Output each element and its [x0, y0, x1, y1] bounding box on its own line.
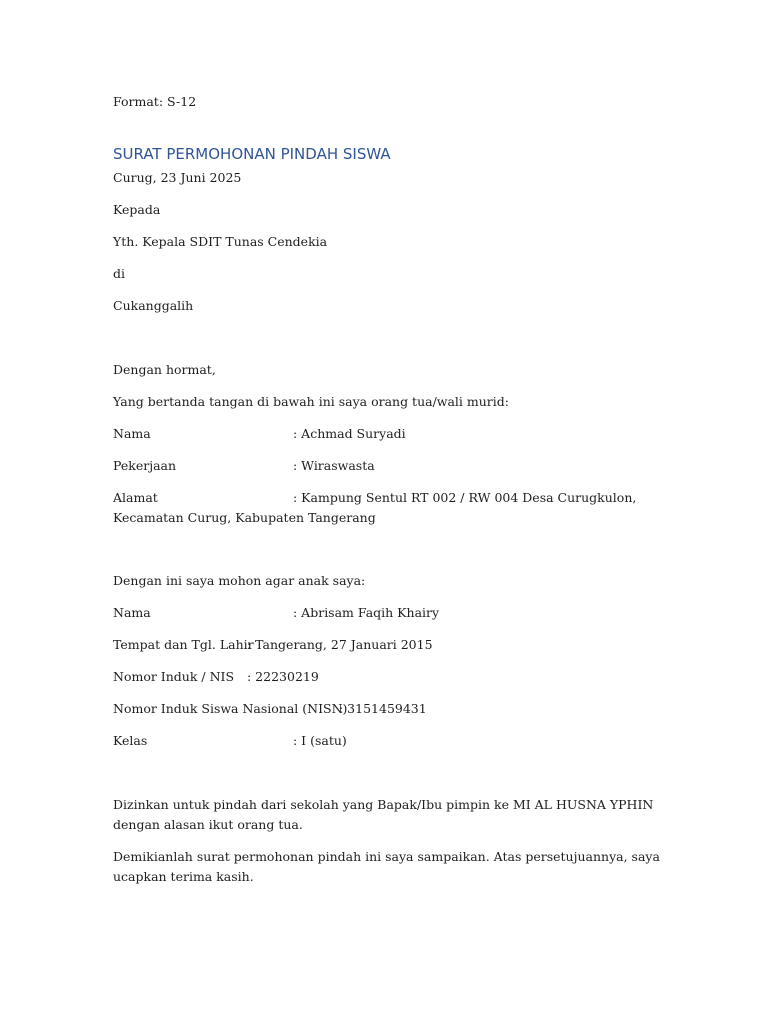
- greeting: Dengan hormat,: [113, 362, 216, 377]
- recipient-di: di: [113, 266, 125, 281]
- child-ttl-value: : Tangerang, 27 Januari 2015: [247, 637, 433, 652]
- parent-alamat-cont: Kecamatan Curug, Kabupaten Tangerang: [113, 510, 376, 525]
- parent-pekerjaan-value: : Wiraswasta: [293, 458, 375, 473]
- child-ttl-label: Tempat dan Tgl. Lahir: [113, 637, 254, 652]
- child-nisn-label: Nomor Induk Siswa Nasional (NISN): [113, 701, 348, 716]
- place-date: Curug, 23 Juni 2025: [113, 170, 242, 185]
- child-nama-value: : Abrisam Faqih Khairy: [293, 605, 440, 620]
- child-nis-value: : 22230219: [247, 669, 319, 684]
- child-nisn-value: : 3151459431: [339, 701, 427, 716]
- closing-line-2: ucapkan terima kasih.: [113, 869, 254, 884]
- parent-alamat-value: : Kampung Sentul RT 002 / RW 004 Desa Curugkulon,: [293, 490, 637, 505]
- parent-nama-value: : Achmad Suryadi: [293, 426, 406, 441]
- child-kelas-label: Kelas: [113, 733, 148, 748]
- request-line-1: Dizinkan untuk pindah dari sekolah yang Bapak/Ibu pimpin ke MI AL HUSNA YPHIN: [113, 797, 654, 812]
- format-code: Format: S-12: [113, 94, 197, 109]
- recipient-city: Cukanggalih: [113, 298, 194, 313]
- recipient-to: Kepada: [113, 202, 161, 217]
- recipient-addressee: Yth. Kepala SDIT Tunas Cendekia: [113, 234, 328, 249]
- request-line-2: dengan alasan ikut orang tua.: [113, 817, 303, 832]
- child-nama-label: Nama: [113, 605, 151, 620]
- intro-parent: Yang bertanda tangan di bawah ini saya orang tua/wali murid:: [113, 394, 509, 409]
- intro-child: Dengan ini saya mohon agar anak saya:: [113, 573, 366, 588]
- parent-pekerjaan-label: Pekerjaan: [113, 458, 177, 473]
- letter-title: SURAT PERMOHONAN PINDAH SISWA: [113, 145, 391, 163]
- parent-nama-label: Nama: [113, 426, 151, 441]
- child-nis-label: Nomor Induk / NIS: [113, 669, 235, 684]
- parent-alamat-label: Alamat: [113, 490, 158, 505]
- closing-line-1: Demikianlah surat permohonan pindah ini saya sampaikan. Atas persetujuannya, saya: [113, 849, 660, 864]
- child-kelas-value: : I (satu): [293, 733, 347, 748]
